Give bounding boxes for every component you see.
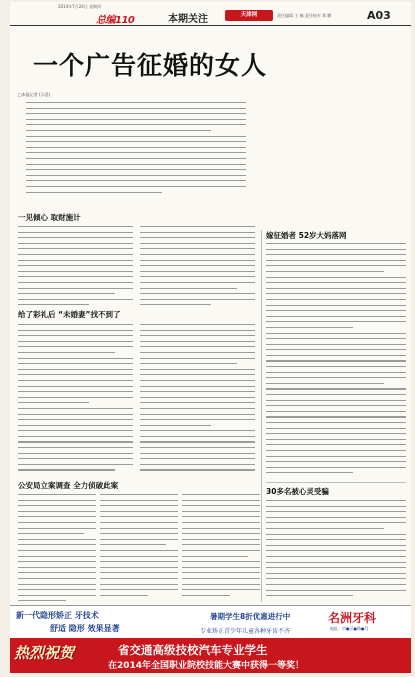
sidebar-box2-title: 30多名被心灵受骗 bbox=[266, 487, 329, 496]
congrats-ad-line1: 省交通高级技校汽车专业学生 bbox=[118, 643, 268, 657]
dental-ad-brand: 名洲牙科 bbox=[328, 611, 377, 625]
column-divider bbox=[261, 230, 262, 602]
congrats-ad-line2: 在2014年全国职业院校技能大赛中获得一等奖！ bbox=[108, 661, 305, 671]
section-3-text-col2 bbox=[100, 494, 178, 602]
section-3-text-col3 bbox=[182, 494, 260, 602]
congrats-ad-left: 热烈祝贺 bbox=[14, 644, 75, 662]
sidebar-box1-text bbox=[266, 243, 406, 481]
congrats-ad bbox=[10, 638, 411, 673]
sidebar-divider bbox=[266, 482, 406, 483]
section-2-text-col1 bbox=[18, 324, 133, 474]
dental-ad-line2: 舒适 隐形 效果显著 bbox=[50, 624, 120, 633]
section-3-text-col1 bbox=[18, 494, 96, 602]
section-2-text-col2 bbox=[140, 324, 255, 474]
section-heading-3: 公安局立案调查 全力侦破此案 bbox=[18, 481, 119, 490]
dental-ad-line1: 新一代隐形矫正 牙技术 bbox=[16, 611, 99, 620]
net-badge: 天津网 bbox=[225, 10, 273, 21]
section-1-text-col1 bbox=[18, 226, 133, 306]
dental-ad-desc: 专业矫正青少年儿童各种牙齿不齐 bbox=[200, 628, 291, 635]
dental-ad-promo: 暑期学生8折优惠进行中 bbox=[210, 612, 291, 621]
sidebar-box1-title: 嫁征婚者 52岁大妈落网 bbox=[266, 231, 347, 240]
page-number: A03 bbox=[367, 9, 391, 22]
hotline-logo: 总编110 bbox=[96, 15, 135, 26]
section-heading-1: 一见倾心 取财施计 bbox=[18, 213, 81, 222]
byline: □本报记者 (示意) bbox=[18, 92, 51, 97]
headline: 一个广告征婚的女人 bbox=[33, 51, 268, 80]
sidebar-box2-text bbox=[266, 500, 406, 602]
dental-ad-address: 地址：市●区●路●号 bbox=[330, 626, 369, 631]
issue-date: 2014年7月24日 星期四 bbox=[58, 4, 102, 9]
section-title: 本期关注 bbox=[168, 14, 208, 25]
newspaper-page bbox=[10, 2, 411, 673]
masthead bbox=[10, 2, 411, 26]
editors-credit: 责任编辑 王 楠 责任校对 郑 鹏 bbox=[277, 13, 332, 18]
section-heading-2: 给了彩礼后 “未婚妻”找不到了 bbox=[18, 310, 121, 319]
section-1-text-col2 bbox=[140, 226, 255, 306]
intro-paragraph bbox=[26, 102, 246, 202]
dental-ad bbox=[10, 605, 411, 637]
